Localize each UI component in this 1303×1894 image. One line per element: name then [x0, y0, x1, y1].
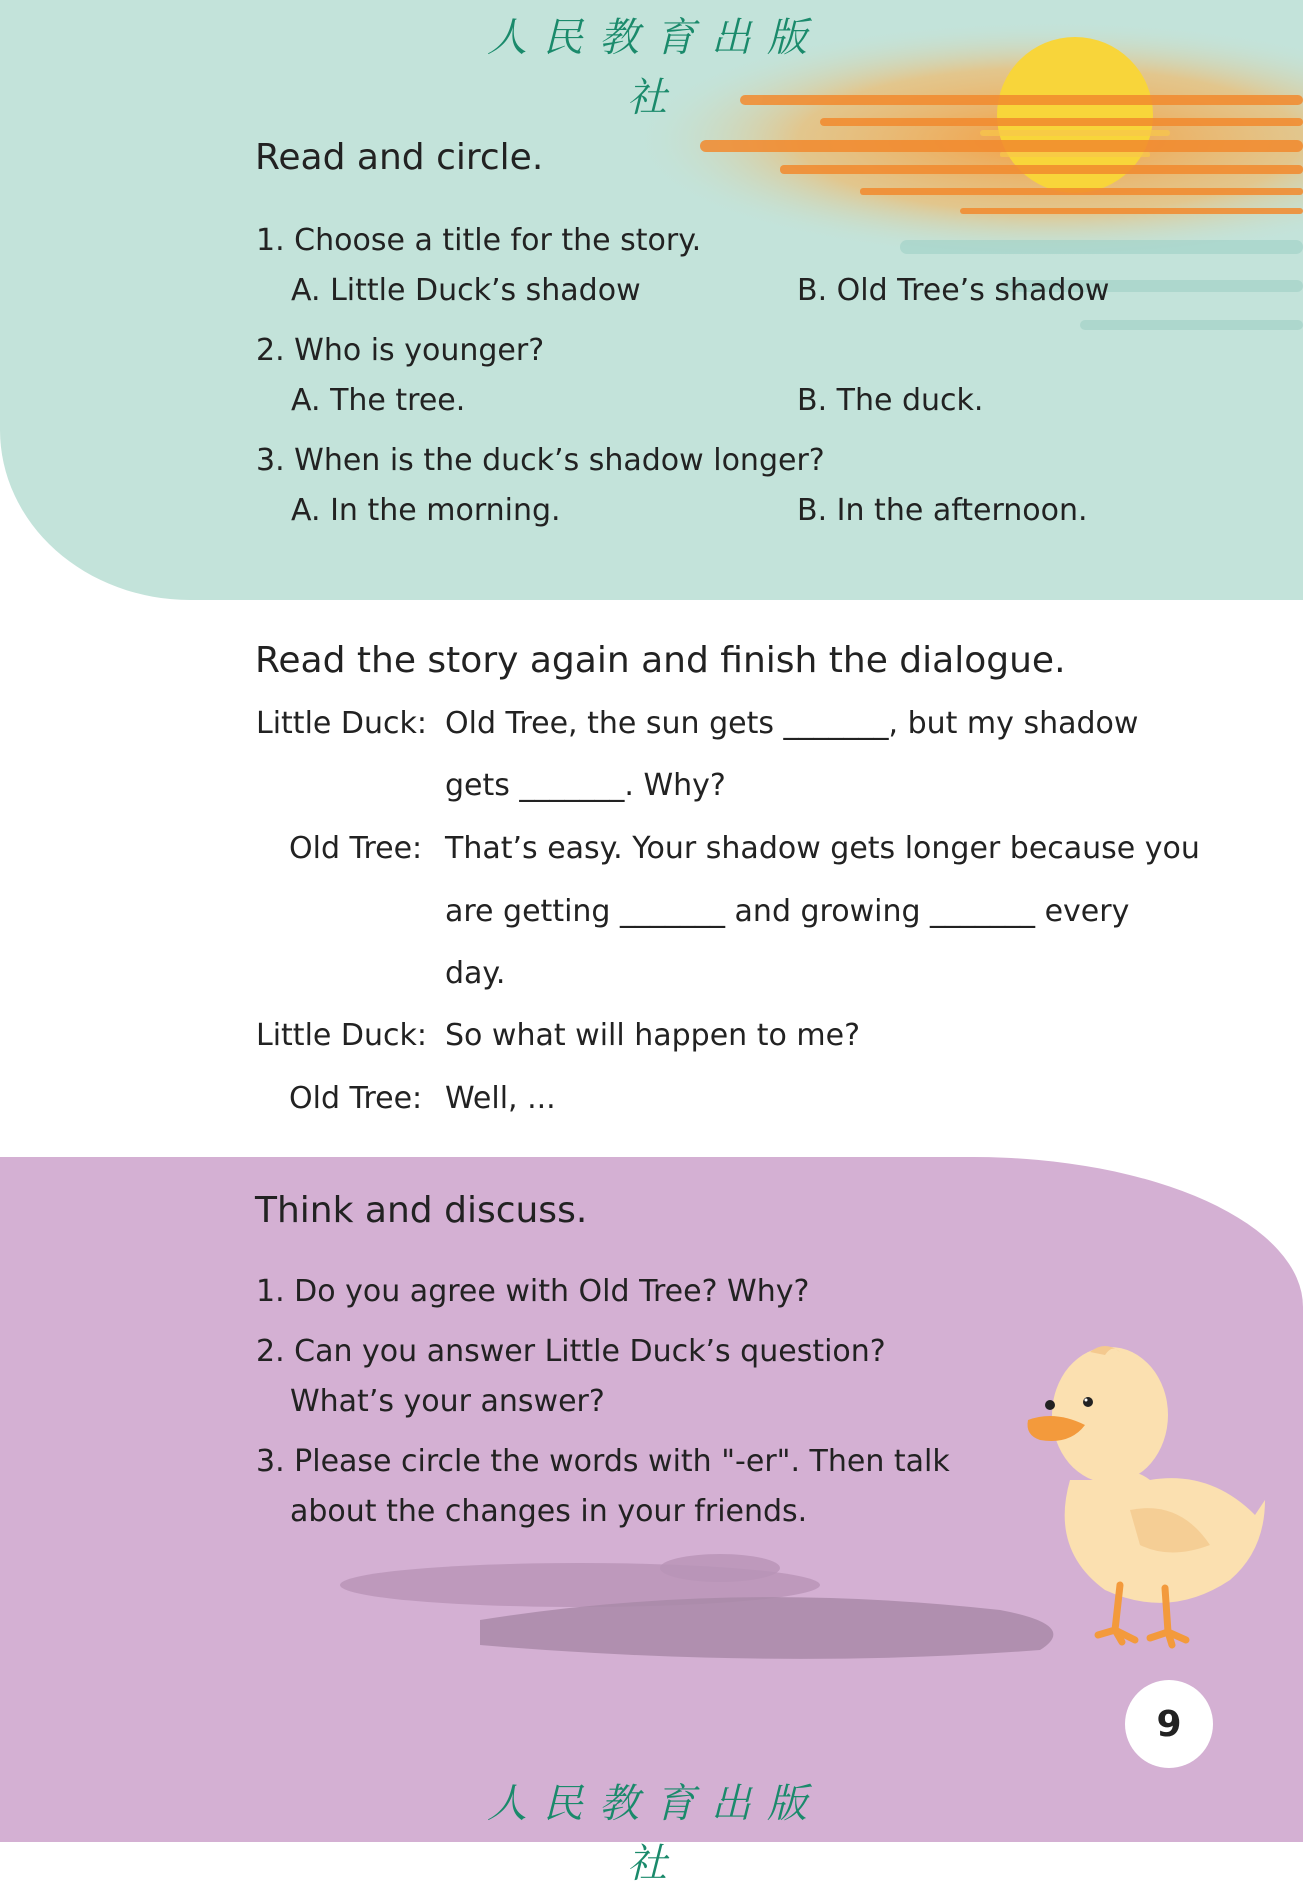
dialogue-line: day. — [445, 956, 506, 991]
dialogue-line: gets _______. Why? — [445, 768, 726, 803]
dialogue-speaker: Little Duck: — [256, 706, 427, 741]
discuss-item: What’s your answer? — [290, 1384, 605, 1419]
dialogue-line: Well, ... — [445, 1081, 556, 1116]
dialogue-speaker: Little Duck: — [256, 1018, 427, 1053]
section-heading-think-and-discuss: Think and discuss. — [255, 1190, 588, 1231]
question-2-option-b[interactable]: B. The duck. — [797, 383, 984, 418]
question-1-option-b[interactable]: B. Old Tree’s shadow — [797, 273, 1110, 308]
question-3: 3. When is the duck’s shadow longer? — [256, 443, 825, 478]
question-3-option-a[interactable]: A. In the morning. — [291, 493, 561, 528]
discuss-item: 1. Do you agree with Old Tree? Why? — [256, 1274, 810, 1309]
discuss-item: 3. Please circle the words with "-er". Then talk — [256, 1444, 950, 1479]
question-2-option-a[interactable]: A. The tree. — [291, 383, 466, 418]
discuss-item: about the changes in your friends. — [290, 1494, 808, 1529]
dialogue-line: are getting _______ and growing _______ every — [445, 894, 1130, 929]
section-heading-read-and-circle: Read and circle. — [255, 137, 544, 178]
dialogue-line: Old Tree, the sun gets _______, but my shadow — [445, 706, 1139, 741]
question-3-option-b[interactable]: B. In the afternoon. — [797, 493, 1088, 528]
question-2: 2. Who is younger? — [256, 333, 545, 368]
publisher-logo-top: 人民教育出版社 — [487, 15, 823, 121]
question-1: 1. Choose a title for the story. — [256, 223, 702, 258]
question-1-option-a[interactable]: A. Little Duck’s shadow — [291, 273, 641, 308]
dialogue-speaker: Old Tree: — [289, 1081, 423, 1116]
section-heading-finish-dialogue: Read the story again and finish the dialogue. — [255, 640, 1066, 681]
duck-shadow — [280, 1540, 1080, 1680]
dialogue-line: That’s easy. Your shadow gets longer because you — [445, 831, 1200, 866]
page-number: 9 — [1125, 1680, 1213, 1768]
publisher-logo-bottom: 人民教育出版社 — [487, 1781, 823, 1887]
dialogue-line: So what will happen to me? — [445, 1018, 860, 1053]
duck-illustration — [1010, 1330, 1280, 1650]
discuss-item: 2. Can you answer Little Duck’s question? — [256, 1334, 886, 1369]
dialogue-speaker: Old Tree: — [289, 831, 423, 866]
